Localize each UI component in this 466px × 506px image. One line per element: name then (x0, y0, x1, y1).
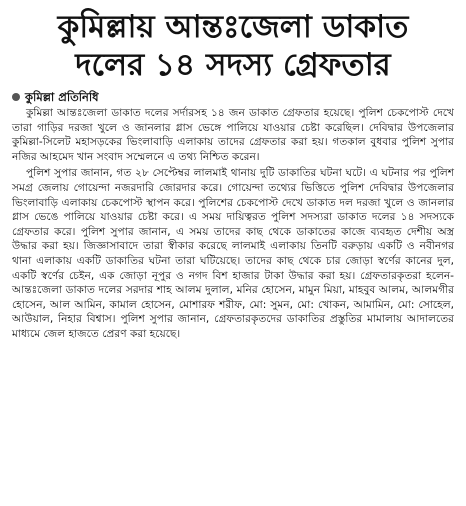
paragraph-1: কুমিল্লা আন্তঃজেলা ডাকাত দলের সর্দারসহ ১৪ জন ডাকাত গ্রেফতার হয়েছে। পুলিশ চেকপোস্ট দেখে তারা গাড়ির দরজা খুলে ও জানলার গ্লাস ভেঙ্গে পালিয়ে যাওয়ার চেষ্টা করেছিল। দেবিদ্বার উপজেলার কুমিল্লা-সিলেট মহাসড়কের ভিংলাবাড়ি এলাকায় তাদের গ্রেফতার করা হয়। গতকাল বুধবার পুলিশ সুপার নজির আহমেদ খান সংবাদ সম্মেলনে এ তথ্য নিশ্চিত করেন। (12, 107, 454, 163)
byline-text: কুমিল্লা প্রতিনিধি (25, 90, 99, 104)
headline-line-2: দলের ১৪ সদস্য গ্রেফতার (75, 47, 391, 83)
byline (12, 90, 454, 104)
headline-line-1: কুমিল্লায় আন্তঃজেলা ডাকাত (57, 9, 409, 45)
headline (12, 8, 454, 84)
paragraph-2: পুলিশ সুপার জানান, গত ২৮ সেপ্টেম্বর লালমাই থানায় দুটি ডাকাতির ঘটনা ঘটে। এ ঘটনার পর পুলিশ সমগ্র জেলায় গোয়েন্দা নজরদারি জোরদার করে। গোয়েন্দা তথ্যের ভিত্তিতে পুলিশ দেবিদ্বার উপজেলার ভিংলাবাড়ি এলাকায় চেকপোস্ট স্থাপন করে। পুলিশের চেকপোস্ট দেখে ডাকাত দল দরজা খুলে ও জানলার গ্লাস ভেঙে পালিয়ে যাওয়ার চেষ্টা করে। এ সময় দায়িত্বরত পুলিশ সদস্যরা ডাকাত দলের ১৪ সদস্যকে গ্রেফতার করে। পুলিশ সুপার জানান, এ সময় তাদের কাছ থেকে ডাকাতের কাজে ব্যবহৃত দেশীয় অস্ত্র উদ্ধার করা হয়। জিজ্ঞাসাবাদে তারা স্বীকার করেছে লালমাই এলাকায় তিনটি বরুড়ায় একটি ও নবীনগর থানা এলাকায় একটি ডাকাতির ঘটনা তারা ঘটিয়েছে। তাদের কাছ থেকে চার জোড়া স্বর্ণের কানের দুল, একটি স্বর্ণের চেইন, এক জোড়া নূপুর ও নগদ বিশ হাজার টাকা উদ্ধার করা হয়। গ্রেফতারকৃতরা হলেন- আন্তঃজেলা ডাকাত দলের সরদার শাহ আলম দুলাল, মনির হোসেন, মামুন মিয়া, মাহবুব আলম, আলমগীর হোসেন, আল আমিন, কামাল হোসেন, মোশারফ শরীফ, মো: সুমন, মো: খোকন, আমামিন, মো: সোহেল, আউয়াল, নিহার বিশ্বাস। পুলিশ সুপার জানান, গ্রেফতারকৃতদের ডাকাতির প্রস্তুতির মামালায় আদালতের মাধ্যমে জেল হাজতে প্রেরণ করা হয়েছে। (12, 167, 454, 340)
bullet-icon (12, 93, 20, 101)
